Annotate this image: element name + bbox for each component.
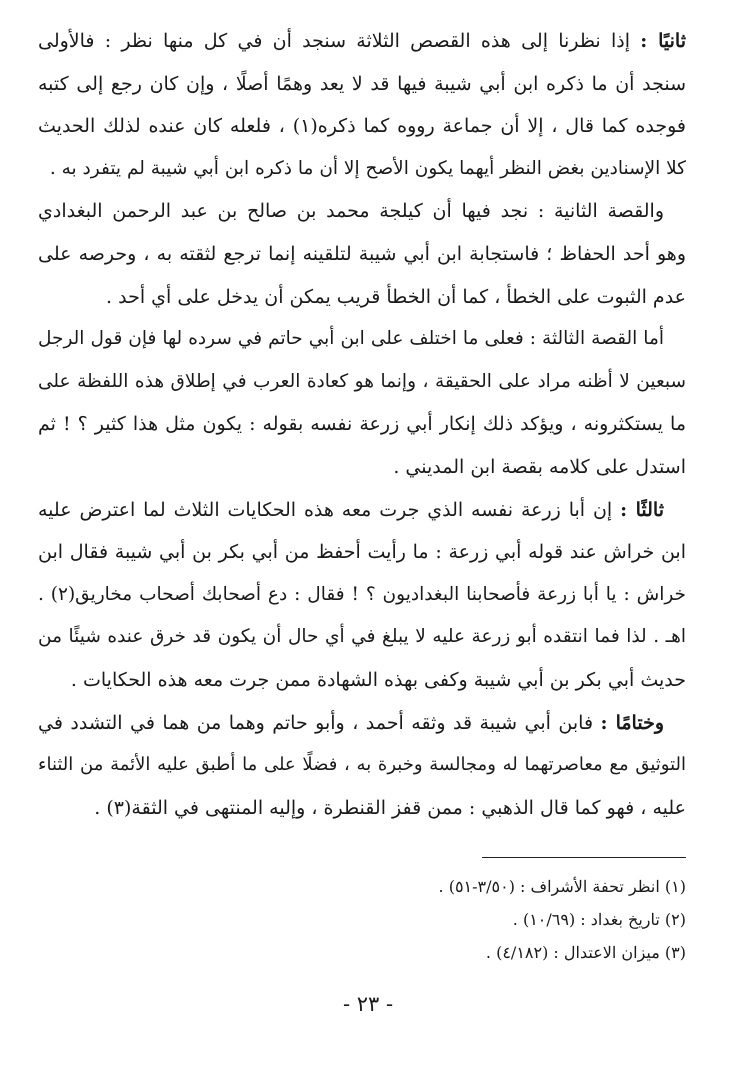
text-line: سنجد أن ما ذكره ابن أبي شيبة فيها قد لا يعد وهمًا أصلًا ، وإن كان رجع إلى كتبه bbox=[38, 72, 686, 95]
text-line: أما القصة الثالثة : فعلى ما اختلف على ابن أبي حاتم في سرده لها فإن قول الرجل bbox=[38, 328, 664, 350]
text-line: والقصة الثانية : نجد فيها أن كيلجة محمد بن صالح بن عبد الرحمن البغدادي bbox=[38, 200, 664, 223]
paragraph-lead: ثالثًا : bbox=[620, 498, 664, 521]
text-line: سبعين لا أظنه مراد على الحقيقة ، وإنما هو كعادة العرب في إطلاق هذه اللفظة على bbox=[38, 370, 686, 392]
paragraph-lead: ثانيًا : bbox=[640, 30, 686, 52]
footnotes bbox=[38, 870, 686, 969]
paragraph-1 bbox=[38, 20, 686, 190]
footnote-3: (٣) ميزان الاعتدال : (٤/١٨٢) . bbox=[485, 943, 686, 962]
paragraph-3 bbox=[38, 318, 686, 488]
text-line: ثالثًا : إن أبا زرعة نفسه الذي جرت معه هذه الحكايات الثلاث لما اعترض عليه bbox=[38, 498, 664, 521]
main-text bbox=[38, 20, 686, 829]
text-line: وهو أحد الحفاظ ؛ فاستجابة ابن أبي شيبة لتلقينه إنما ترجع لثقته به ، وحرصه على bbox=[38, 242, 686, 265]
footnote-1: (١) انظر تحفة الأشراف : (٣/٥٠-٥١) . bbox=[438, 877, 686, 896]
text-line: خراش : يا أبا زرعة فأصحابنا البغداديون ؟ ! فقال : دع أصحابك أصحاب مخاريق(٢) . bbox=[38, 583, 686, 605]
text-line: اهـ . لذا فما انتقده أبو زرعة عليه لا يبلغ في أي حال أن يكون قد خرق عنده شيئًا من bbox=[38, 626, 686, 648]
text-line: حديث أبي بكر بن أبي شيبة وكفى بهذه الشهادة ممن جرت معه هذه الحكايات . bbox=[70, 668, 686, 691]
text-line: عليه ، فهو كما قال الذهبي : ممن قفز القنطرة ، وإليه المنتهى في الثقة(٣) . bbox=[94, 796, 686, 819]
text-line: ما يستكثرونه ، ويؤكد ذلك إنكار أبي زرعة نفسه بقوله : يكون مثل هذا كثير ؟ ! ثم bbox=[38, 413, 686, 436]
text-line: عدم الثبوت على الخطأ ، كما أن الخطأ قريب يمكن أن يدخل على أي أحد . bbox=[106, 285, 686, 308]
paragraph-2 bbox=[38, 190, 686, 318]
text-line: فوجده كما قال ، إلا أن جماعة رووه كما ذكره(١) ، فلعله كان عنده لذلك الحديث bbox=[38, 115, 686, 138]
text-line: ثانيًا : إذا نظرنا إلى هذه القصص الثلاثة سنجد أن في كل منها نظر : فالأولى bbox=[38, 30, 686, 52]
footnote-2: (٢) تاريخ بغداد : (١٠/٦٩) . bbox=[512, 910, 686, 929]
text-line: التوثيق مع معاصرتهما له ومجالسة وخبرة به ، فضلًا على ما أطبق عليه الأئمة من الثناء bbox=[38, 754, 686, 776]
paragraph-5 bbox=[38, 702, 686, 830]
text-line: استدل على كلامه بقصة ابن المديني . bbox=[393, 455, 686, 478]
text-line: كلا الإسنادين بغض النظر أيهما يكون الأصح إلا أن ما ذكره ابن أبي شيبة لم يتفرد به . bbox=[49, 157, 686, 179]
paragraph-4 bbox=[38, 489, 686, 702]
paragraph-lead: وختامًا : bbox=[600, 711, 664, 734]
text-line: وختامًا : فابن أبي شيبة قد وثقه أحمد ، وأبو حاتم وهما من هما في التشدد في bbox=[38, 711, 664, 734]
footnote-divider bbox=[482, 857, 686, 858]
page-number: - ٢٣ - bbox=[342, 992, 394, 1016]
text-line: ابن خراش عند قوله أبي زرعة : ما رأيت أحفظ من أبي بكر بن أبي شيبة فقال ابن bbox=[38, 541, 686, 564]
